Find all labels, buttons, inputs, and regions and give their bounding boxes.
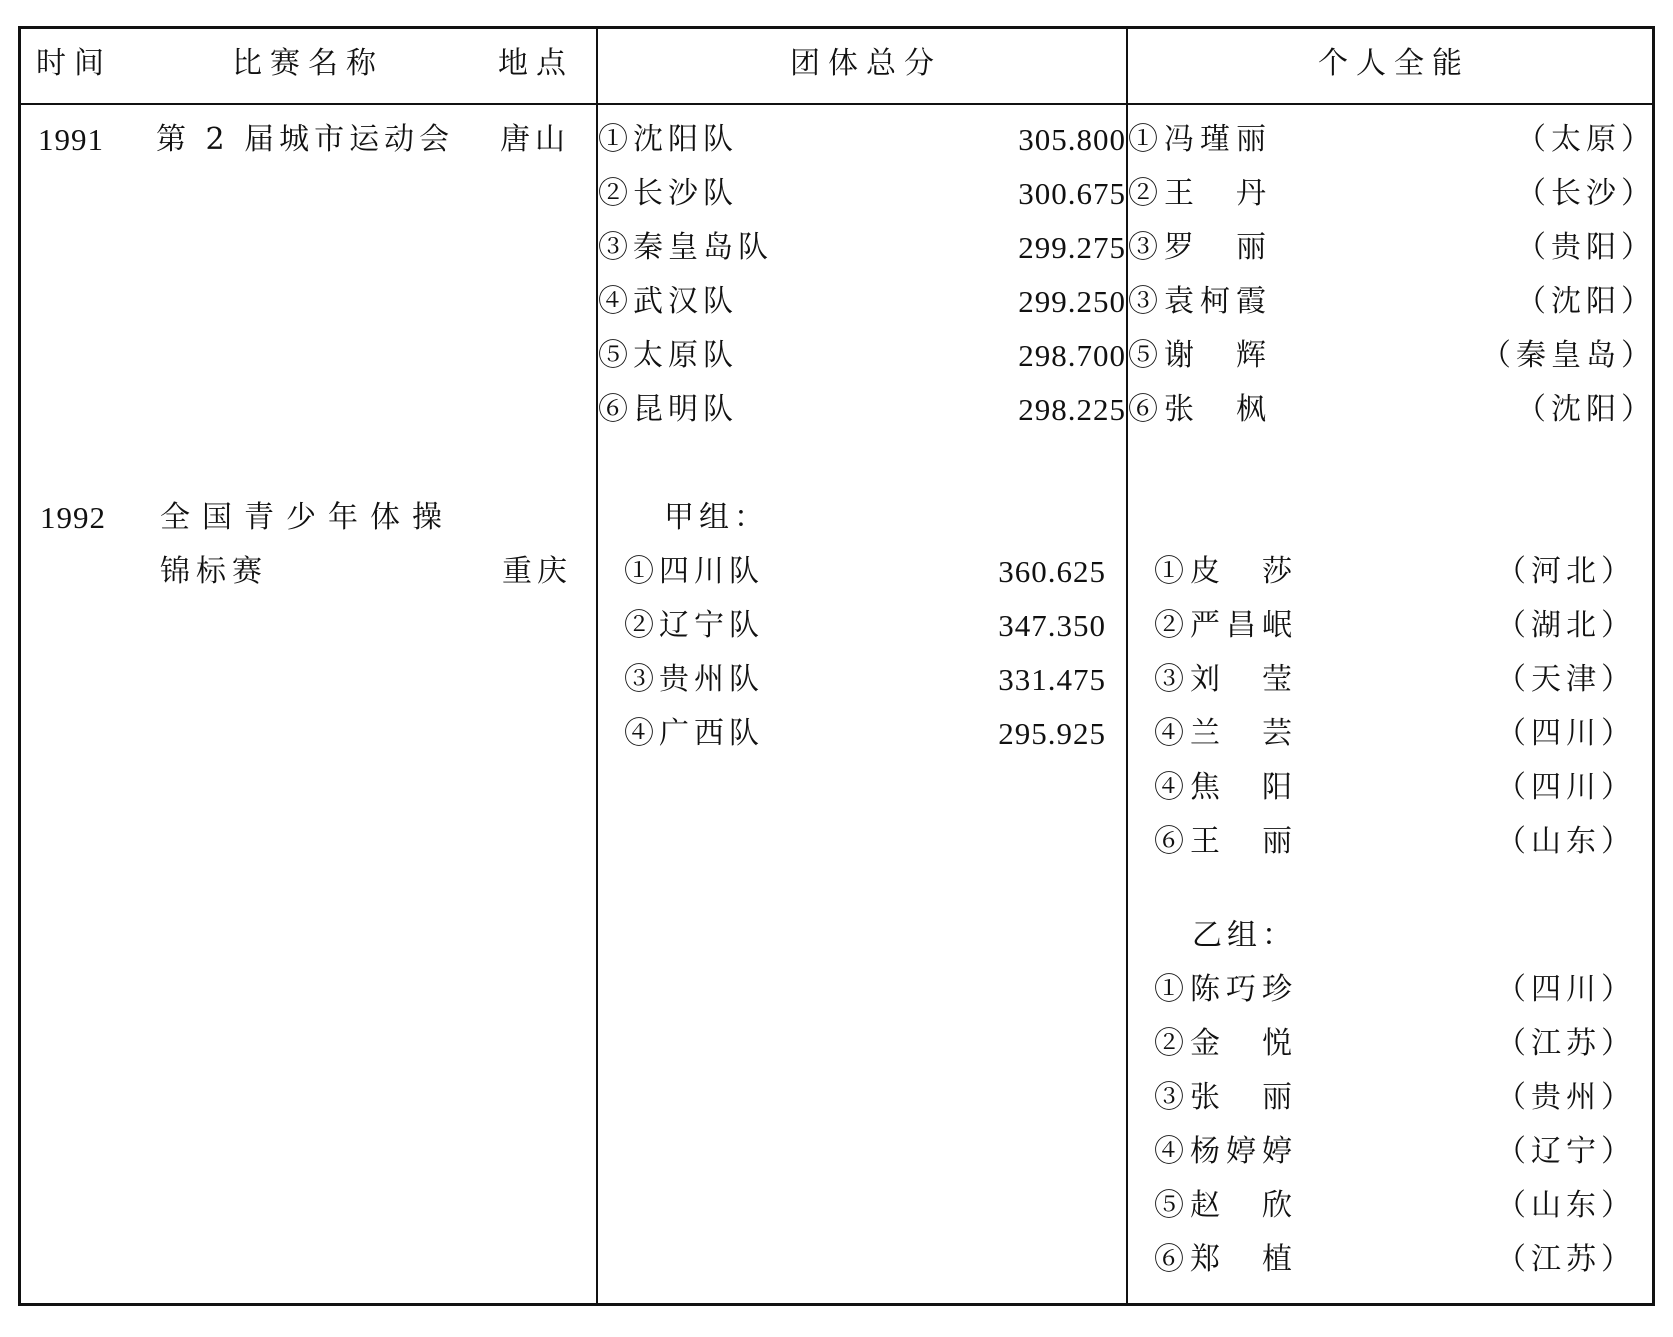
team-name: ②辽宁队 — [624, 608, 764, 643]
team-score: 298.700 — [1018, 338, 1126, 373]
athlete-city: （四川） — [1496, 716, 1636, 751]
athlete-city: （沈阳） — [1516, 392, 1656, 427]
athlete-name: ①冯瑾丽 — [1128, 122, 1272, 157]
team-score: 347.350 — [998, 608, 1106, 643]
athlete-name: ④焦 阳 — [1154, 770, 1298, 805]
header-place: 地点 — [498, 46, 574, 81]
athlete-name: ⑤谢 辉 — [1128, 338, 1272, 373]
team-name: ④广西队 — [624, 716, 764, 751]
athlete-name: ④兰 芸 — [1154, 716, 1298, 751]
athlete-city: （贵州） — [1496, 1080, 1636, 1115]
place-1992: 重庆 — [502, 554, 572, 589]
team-score: 305.800 — [1018, 122, 1126, 157]
column-divider-team — [596, 26, 598, 1306]
year-1992: 1992 — [40, 500, 106, 535]
event-1992-line1: 全国青少年体操 — [160, 500, 454, 535]
athlete-name: ④杨婷婷 — [1154, 1134, 1298, 1169]
group-a-label: 甲组： — [664, 500, 769, 535]
athlete-name: ③袁柯霞 — [1128, 284, 1272, 319]
team-score: 360.625 — [998, 554, 1106, 589]
team-score: 299.275 — [1018, 230, 1126, 265]
athlete-city: （长沙） — [1516, 176, 1656, 211]
athlete-city: （辽宁） — [1496, 1134, 1636, 1169]
team-name: ⑥昆明队 — [598, 392, 738, 427]
column-divider-individual — [1126, 26, 1128, 1306]
athlete-name: ③罗 丽 — [1128, 230, 1272, 265]
athlete-city: （河北） — [1496, 554, 1636, 589]
athlete-city: （江苏） — [1496, 1242, 1636, 1277]
athlete-name: ②严昌岷 — [1154, 608, 1298, 643]
athlete-city: （山东） — [1496, 1188, 1636, 1223]
athlete-name: ①陈巧珍 — [1154, 972, 1298, 1007]
athlete-name: ⑤赵 欣 — [1154, 1188, 1298, 1223]
athlete-city: （山东） — [1496, 824, 1636, 859]
athlete-city: （天津） — [1496, 662, 1636, 697]
header-team: 团体总分 — [790, 46, 942, 81]
header-time: 时间 — [36, 46, 112, 81]
athlete-city: （四川） — [1496, 972, 1636, 1007]
athlete-city: （秦皇岛） — [1481, 338, 1656, 373]
athlete-city: （江苏） — [1496, 1026, 1636, 1061]
team-name: ④武汉队 — [598, 284, 738, 319]
athlete-name: ②王 丹 — [1128, 176, 1272, 211]
team-name: ①沈阳队 — [598, 122, 738, 157]
athlete-city: （四川） — [1496, 770, 1636, 805]
event-1991: 第 2 届城市运动会 — [156, 122, 455, 157]
year-1991: 1991 — [38, 122, 104, 157]
team-score: 298.225 — [1018, 392, 1126, 427]
athlete-city: （太原） — [1516, 122, 1656, 157]
place-1991: 唐山 — [500, 122, 570, 157]
event-1992-line2: 锦标赛 — [160, 554, 268, 589]
team-score: 299.250 — [1018, 284, 1126, 319]
team-score: 295.925 — [998, 716, 1106, 751]
athlete-name: ⑥王 丽 — [1154, 824, 1298, 859]
athlete-name: ③张 丽 — [1154, 1080, 1298, 1115]
header-individual: 个人全能 — [1318, 46, 1470, 81]
team-score: 331.475 — [998, 662, 1106, 697]
athlete-city: （贵阳） — [1516, 230, 1656, 265]
team-name: ③贵州队 — [624, 662, 764, 697]
team-name: ③秦皇岛队 — [598, 230, 773, 265]
athlete-city: （湖北） — [1496, 608, 1636, 643]
athlete-name: ②金 悦 — [1154, 1026, 1298, 1061]
group-b-label: 乙组： — [1192, 918, 1297, 953]
header-event: 比赛名称 — [232, 46, 384, 81]
team-name: ②长沙队 — [598, 176, 738, 211]
header-divider — [18, 103, 1655, 105]
athlete-city: （沈阳） — [1516, 284, 1656, 319]
team-name: ⑤太原队 — [598, 338, 738, 373]
athlete-name: ⑥郑 植 — [1154, 1242, 1298, 1277]
athlete-name: ①皮 莎 — [1154, 554, 1298, 589]
athlete-name: ⑥张 枫 — [1128, 392, 1272, 427]
team-name: ①四川队 — [624, 554, 764, 589]
team-score: 300.675 — [1018, 176, 1126, 211]
athlete-name: ③刘 莹 — [1154, 662, 1298, 697]
